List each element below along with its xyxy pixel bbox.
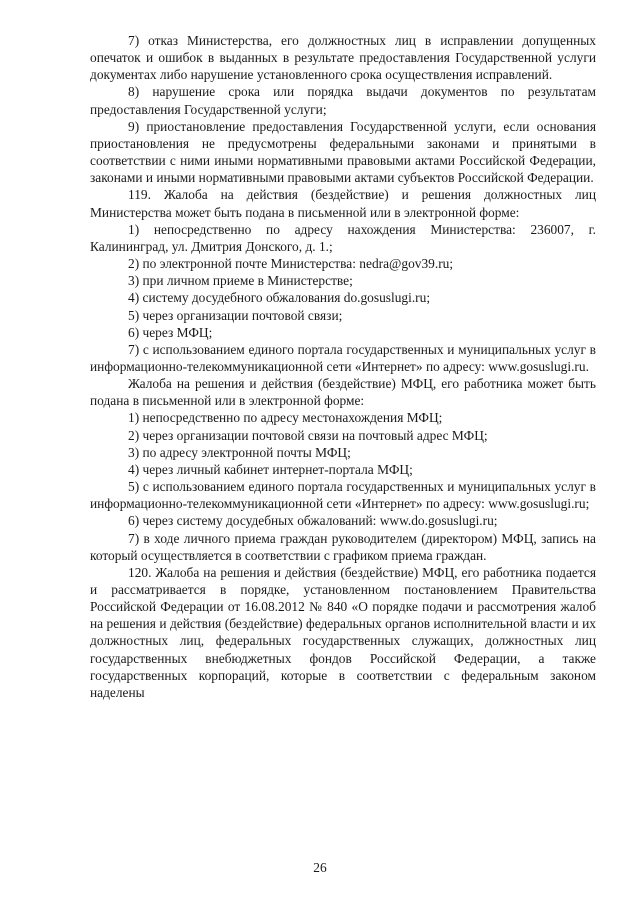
list-item-mfc-director-reception: 7) в ходе личного приема граждан руководителем (директором) МФЦ, запись на который осуществляется в соответствии с графиком приема граждан. — [90, 530, 596, 563]
list-item-mfc-pretrial-system: 6) через систему досудебных обжалований: www.do.gosuslugi.ru; — [128, 513, 498, 529]
paragraph-8-deadline-violation: 8) нарушение срока или порядка выдачи документов по результатам предоставления Государственной услуги; — [90, 84, 596, 117]
paragraph-complaint-mfc: Жалоба на решения и действия (бездействие) МФЦ, его работника может быть подана в письменной или в электронной форме: — [90, 376, 596, 409]
list-item-mfc-address: 1) непосредственно по адресу местонахождения МФЦ; — [128, 410, 443, 426]
list-item-pretrial-system: 4) систему досудебного обжалования do.gosuslugi.ru; — [128, 290, 431, 306]
paragraph-119-complaint-ministry: 119. Жалоба на действия (бездействие) и решения должностных лиц Министерства может быть подана в письменной или в электронной форме: — [90, 187, 596, 220]
paragraph-9-suspension: 9) приостановление предоставления Государственной услуги, если основания приостановления не предусмотрены федеральными законами и принятыми в соответствии с ними иными нормативными правовыми актами Российской Федерации, законами и иными нормативными правовыми актами субъектов Российской Федерации. — [90, 118, 596, 186]
list-item-mfc-cabinet: 4) через личный кабинет интернет-портала МФЦ; — [128, 461, 413, 477]
list-item-ministry-address: 1) непосредственно по адресу нахождения Министерства: 236007, г. Калининград, ул. Дмитрия Донского, д. 1.; — [90, 221, 596, 254]
list-item-gosuslugi-portal: 7) с использованием единого портала государственных и муниципальных услуг в информационно-телекоммуникационной сети «Интернет» по адресу: www.gosuslugi.ru. — [90, 341, 596, 374]
paragraph-120-mfc-complaint-procedure: 120. Жалоба на решения и действия (бездействие) МФЦ, его работника подается и рассматривается в порядке, установленном постановлением Правительства Российской Федерации от 16.08.2012 № 840 «О порядке подачи и рассмотрения жалоб на решения и действия (бездействие) федеральных органов исполнительной власти и их должностных лиц, федеральных государственных служащих, должностных лиц государственных внебюджетных фондов Российской Федерации, а также государственных корпораций, которые в соответствии с федеральным законом наделены — [90, 564, 596, 700]
list-item-mfc-email: 3) по адресу электронной почты МФЦ; — [128, 444, 351, 460]
list-item-ministry-email: 2) по электронной почте Министерства: nedra@gov39.ru; — [128, 256, 454, 272]
document-page — [90, 32, 596, 832]
page-number: 26 — [313, 860, 327, 875]
list-item-mfc-postal: 2) через организации почтовой связи на почтовый адрес МФЦ; — [128, 427, 488, 443]
list-item-postal: 5) через организации почтовой связи; — [128, 307, 343, 323]
list-item-personal-reception: 3) при личном приеме в Министерстве; — [128, 273, 353, 289]
list-item-mfc: 6) через МФЦ; — [128, 324, 213, 340]
paragraph-7-refusal-correction: 7) отказ Министерства, его должностных лиц в исправлении допущенных опечаток и ошибок в выданных в результате предоставления Государственной услуги документах либо нарушение установленного срока осуществления исправлений. — [90, 33, 596, 83]
list-item-mfc-gosuslugi-portal: 5) с использованием единого портала государственных и муниципальных услуг в информационно-телекоммуникационной сети «Интернет» по адресу: www.gosuslugi.ru; — [90, 479, 596, 512]
